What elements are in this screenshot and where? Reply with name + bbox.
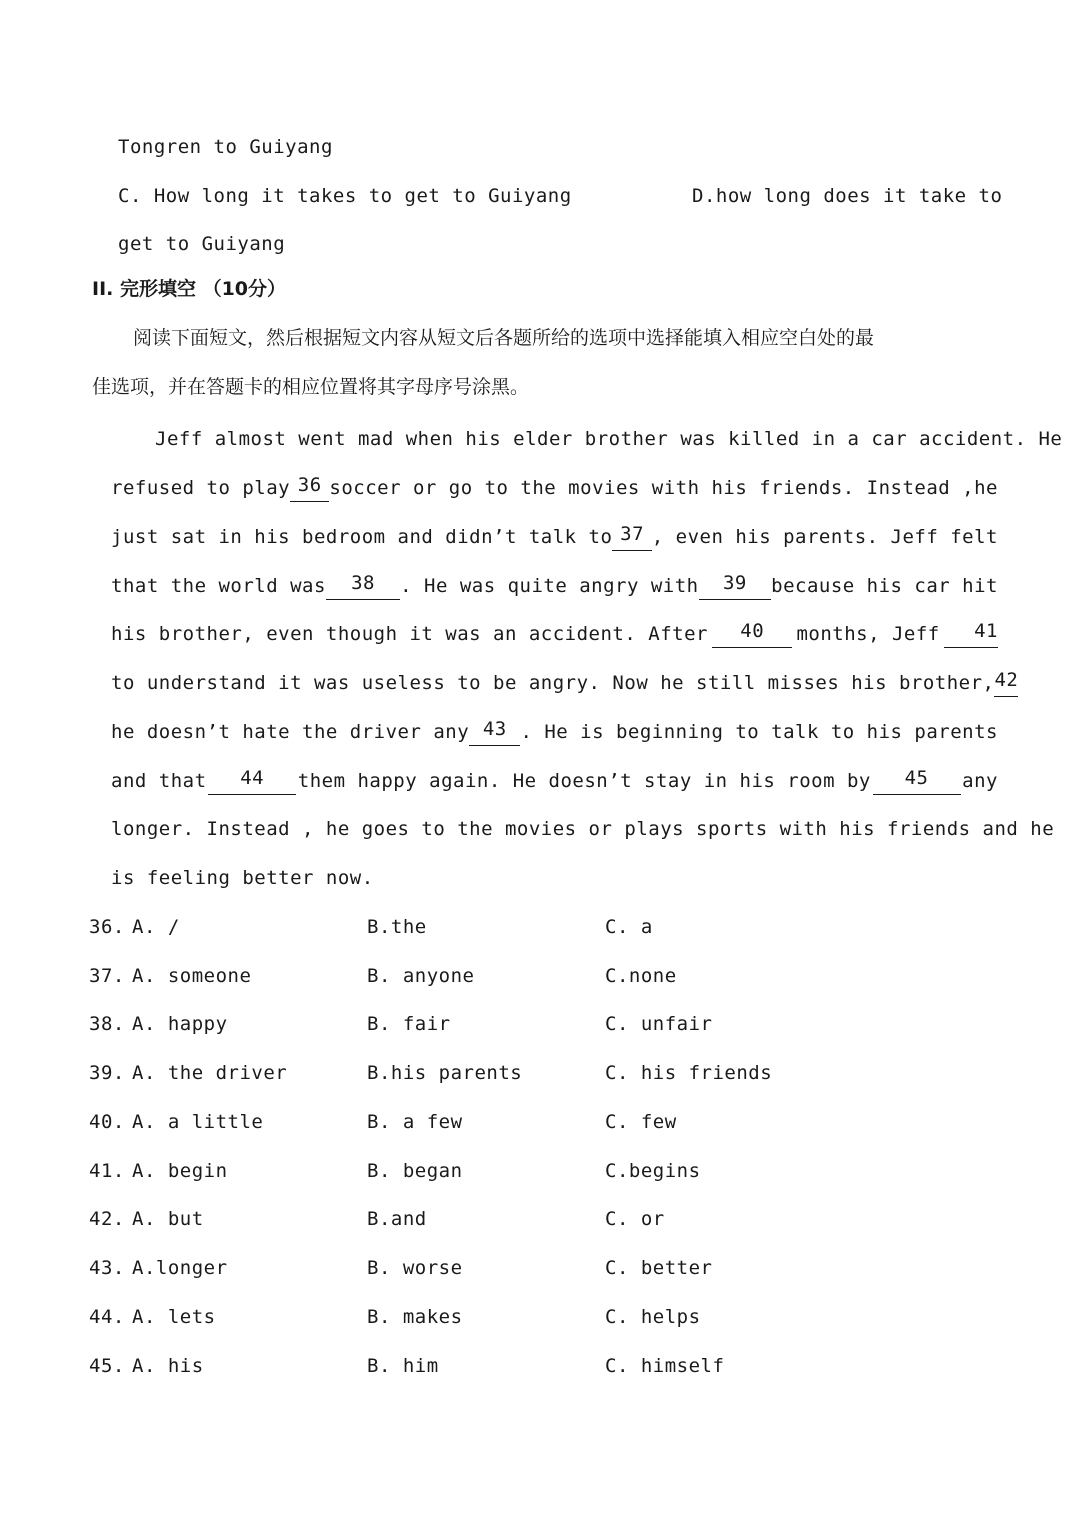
blank-38: 38 [326, 572, 400, 600]
prev-option-d: D.how long does it take to [692, 185, 1003, 207]
option-b: B. makes [367, 1306, 463, 1328]
blank-44: 44 [208, 767, 296, 795]
option-c: C. or [605, 1208, 665, 1230]
blank-43: 43 [469, 718, 520, 746]
option-a: A. lets [132, 1306, 216, 1328]
blank-41: 41 [944, 620, 998, 648]
blank-45: 45 [873, 767, 961, 795]
passage-line-3 [111, 523, 998, 551]
question-number: 36. [89, 916, 125, 938]
passage-text: soccer or go to the movies with his friends. Instead ,he [329, 477, 998, 499]
option-a: A. happy [132, 1013, 228, 1035]
passage-line-2 [111, 474, 998, 502]
blank-39: 39 [699, 572, 772, 600]
blank-40: 40 [712, 620, 792, 648]
passage-text: and that [111, 770, 207, 792]
question-number: 45. [89, 1355, 125, 1377]
passage-line-1: Jeff almost went mad when his elder brother was killed in a car accident. He [155, 428, 1063, 450]
section-heading: II. 完形填空 （10分） [92, 278, 287, 300]
passage-text: refused to play [111, 477, 291, 499]
option-a: A. his [132, 1355, 204, 1377]
question-number: 39. [89, 1062, 125, 1084]
passage-line-5 [111, 620, 998, 648]
option-a: A. begin [132, 1160, 228, 1182]
passage-text: because his car hit [771, 575, 998, 597]
option-a: A. a little [132, 1111, 264, 1133]
option-c: C. himself [605, 1355, 725, 1377]
option-a: A.longer [132, 1257, 228, 1279]
passage-text: any [962, 770, 998, 792]
option-c: C. his friends [605, 1062, 773, 1084]
option-b: B. a few [367, 1111, 463, 1133]
passage-text: that the world was [111, 575, 326, 597]
option-b: B. fair [367, 1013, 451, 1035]
blank-36: 36 [290, 474, 329, 502]
option-c: C. helps [605, 1306, 701, 1328]
option-a: A. / [132, 916, 180, 938]
passage-text: his brother, even though it was an accident. After [111, 623, 708, 645]
prev-option-c: C. How long it takes to get to Guiyang [118, 185, 572, 207]
option-b: B.and [367, 1208, 427, 1230]
option-b: B.the [367, 916, 427, 938]
question-number: 37. [89, 965, 125, 987]
passage-line-7 [111, 718, 998, 746]
option-b: B. anyone [367, 965, 475, 987]
option-c: C.none [605, 965, 677, 987]
option-a: A. the driver [132, 1062, 288, 1084]
option-c: C.begins [605, 1160, 701, 1182]
question-number: 44. [89, 1306, 125, 1328]
option-c: C. a [605, 916, 653, 938]
option-b: B. him [367, 1355, 439, 1377]
blank-37: 37 [612, 523, 651, 551]
option-b: B. worse [367, 1257, 463, 1279]
passage-line-8 [111, 767, 998, 795]
option-a: A. someone [132, 965, 252, 987]
instruction-line-1: 阅读下面短文，然后根据短文内容从短文后各题所给的选项中选择能填入相应空白处的最 [133, 327, 875, 349]
option-a: A. but [132, 1208, 204, 1230]
passage-text: them happy again. He doesn’t stay in his room by [297, 770, 871, 792]
instruction-line-2: 佳选项，并在答题卡的相应位置将其字母序号涂黑。 [92, 376, 530, 398]
question-number: 41. [89, 1160, 125, 1182]
passage-text: to understand it was useless to be angry. Now he still misses his brother, [111, 672, 995, 694]
blank-42: 42 [994, 669, 1018, 697]
passage-line-9: longer. Instead , he goes to the movies or plays sports with his friends and he [111, 818, 1055, 840]
prev-option-d-cont: get to Guiyang [118, 233, 286, 255]
question-number: 40. [89, 1111, 125, 1133]
option-b: B.his parents [367, 1062, 523, 1084]
passage-line-4 [111, 572, 998, 600]
question-number: 38. [89, 1013, 125, 1035]
passage-text: , even his parents. Jeff felt [651, 526, 998, 548]
question-number: 42. [89, 1208, 125, 1230]
prev-question-line: Tongren to Guiyang [118, 136, 333, 158]
passage-text: just sat in his bedroom and didn’t talk to [111, 526, 613, 548]
passage-text: . He was quite angry with [400, 575, 699, 597]
passage-line-10: is feeling better now. [111, 867, 374, 889]
option-c: C. few [605, 1111, 677, 1133]
question-number: 43. [89, 1257, 125, 1279]
passage-text: . He is beginning to talk to his parents [520, 721, 998, 743]
passage-text: months, Jeff [796, 623, 940, 645]
option-b: B. began [367, 1160, 463, 1182]
passage-text: he doesn’t hate the driver any [111, 721, 470, 743]
option-c: C. better [605, 1257, 713, 1279]
passage-line-6 [111, 669, 1019, 697]
option-c: C. unfair [605, 1013, 713, 1035]
